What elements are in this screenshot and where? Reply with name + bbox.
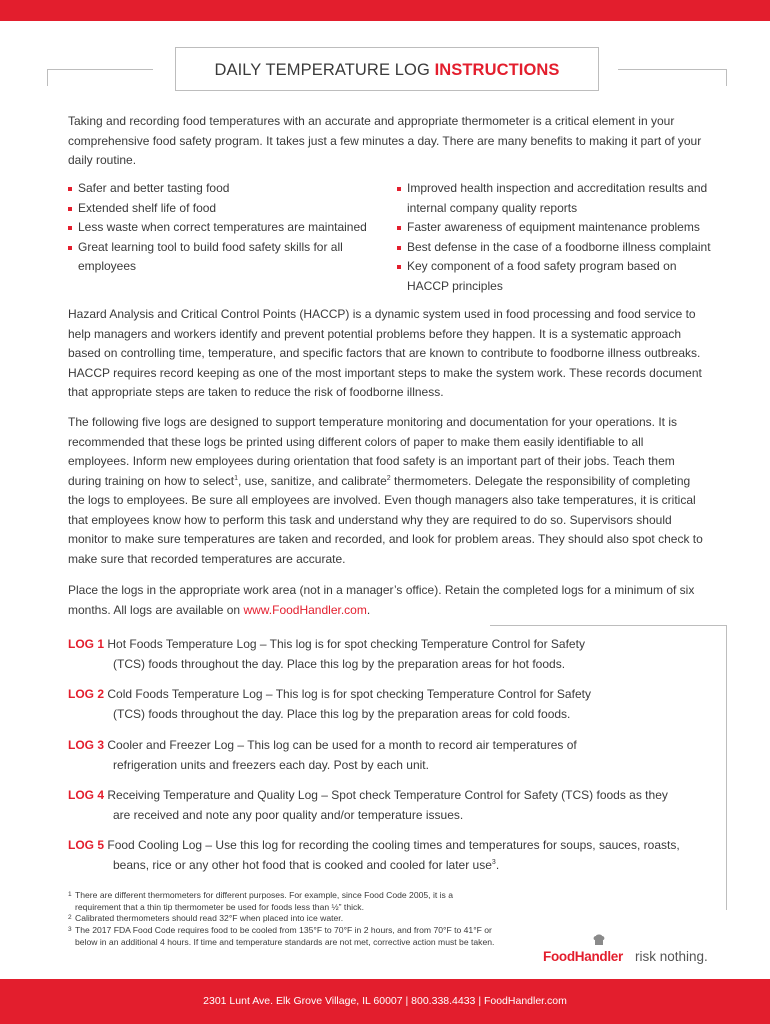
logo-tagline: risk nothing. xyxy=(635,949,708,964)
benefits-left-list xyxy=(68,179,378,277)
list-item: Improved health inspection and accreditation results and internal company quality reports xyxy=(397,179,712,218)
footnotes xyxy=(68,890,498,949)
intro-paragraph: Taking and recording food temperatures with an accurate and appropriate thermometer is a critical element in your comprehensive food safety program. It takes just a few minutes a day. There are many benefits to making it part of your daily routine. xyxy=(68,114,702,167)
logo-brand: FoodHandler xyxy=(543,949,623,964)
list-item: Great learning tool to build food safety skills for all employees xyxy=(68,238,378,277)
footnote xyxy=(68,890,498,913)
logs-paragraph-text: The following five logs are designed to support temperature monitoring and documentation for your operations. It is recommended that these logs be printed using different colors of paper to make them easily identifiable to all employees. Inform new employees during orientation that food safety is an important part of their jobs. Teach them during training on how to select xyxy=(68,415,678,488)
logs-paragraph-text: , use, sanitize, and calibrate xyxy=(238,473,387,488)
list-item: Less waste when correct temperatures are maintained xyxy=(68,218,378,238)
footnote xyxy=(68,925,498,948)
log-text: Hot Foods Temperature Log – This log is for spot checking Temperature Control for Safety xyxy=(107,637,585,651)
log-item-3 xyxy=(68,736,708,775)
foodhandler-link[interactable]: www.FoodHandler.com xyxy=(243,602,367,617)
footer-bar xyxy=(0,979,770,1024)
log-text: Cooler and Freezer Log – This log can be used for a month to record air temperatures of xyxy=(107,738,577,752)
benefits-right-list xyxy=(397,179,712,296)
list-item: Faster awareness of equipment maintenance problems xyxy=(397,218,712,238)
haccp-paragraph: Hazard Analysis and Critical Control Points (HACCP) is a dynamic system used in food processing and food service to help managers and workers identify and prevent potential problems before they happen. It is a systematic approach based on controlling time, temperature, and specific factors that are known to contribute to foodborne illness outbreaks. HACCP requires record keeping as one of the most important steps to make the system work. These records document that appropriate steps are taken to reduce the risk of foodborne illness. xyxy=(68,307,702,399)
logs-paragraph xyxy=(68,413,708,569)
log-label: LOG 5 xyxy=(68,838,105,852)
footnote-text: The 2017 FDA Food Code requires food to be cooled from 135°F to 70°F in 2 hours, and from 70°F to 41°F or below in an additional 4 hours. If time and temperature standards are not met, corrective action must be taken. xyxy=(75,925,495,947)
log-text-cont xyxy=(68,856,708,876)
title-main: DAILY TEMPERATURE LOG xyxy=(214,61,435,79)
place-paragraph xyxy=(68,581,708,620)
log-item-2 xyxy=(68,685,708,724)
log-item-4 xyxy=(68,786,708,825)
log-label: LOG 4 xyxy=(68,788,105,802)
logs-paragraph-text: thermometers. Delegate the responsibility of completing the logs to employees. Be sure all employees are involved. Even though managers also take temperatures, it is critical that employees know how to perform this task and understand why they are required to do so. Supervisors should monitor to make sure temperatures are taken and recorded, and look for problem areas. They should also spot check to make sure that recorded temperatures are accurate. xyxy=(68,473,703,566)
list-item: Safer and better tasting food xyxy=(68,179,378,199)
list-item: Extended shelf life of food xyxy=(68,199,378,219)
log-text: Receiving Temperature and Quality Log – Spot check Temperature Control for Safety (TCS) foods as they xyxy=(107,788,668,802)
chef-hat-icon xyxy=(593,934,605,948)
log-label: LOG 2 xyxy=(68,687,105,701)
log-text-cont: (TCS) foods throughout the day. Place this log by the preparation areas for hot foods. xyxy=(113,656,566,671)
footnote-number: 2 xyxy=(68,914,72,922)
footnote-ref: 1 xyxy=(234,474,239,482)
frame-line-right-lower xyxy=(726,625,727,910)
footnote-ref: 2 xyxy=(386,474,391,482)
footnote-number: 1 xyxy=(68,891,72,898)
period: . xyxy=(495,857,500,872)
list-item: Best defense in the case of a foodborne illness complaint xyxy=(397,238,712,258)
frame-line-left xyxy=(47,69,48,86)
frame-line-top-right xyxy=(618,69,727,70)
log-item-5 xyxy=(68,836,708,875)
frame-line-top-left xyxy=(47,69,153,70)
log-text: Cold Foods Temperature Log – This log is for spot checking Temperature Control for Safety xyxy=(107,687,591,701)
place-paragraph-text: Place the logs in the appropriate work area (not in a manager’s office). Retain the completed logs for a minimum of six months. All logs are available on xyxy=(68,583,695,617)
top-red-bar xyxy=(0,0,770,21)
period: . xyxy=(366,602,371,617)
list-item: Key component of a food safety program based on HACCP principles xyxy=(397,257,712,296)
log-text-cont: refrigeration units and freezers each day. Post by each unit. xyxy=(113,757,429,772)
log-label: LOG 3 xyxy=(68,738,105,752)
footer-contact: 2301 Lunt Ave. Elk Grove Village, IL 60007 | 800.338.4433 | FoodHandler.com xyxy=(203,995,567,1007)
footnote-text: There are different thermometers for different purposes. For example, since Food Code 2005, it is a requirement that a thin tip thermometer be used for foods less than ½” thick. xyxy=(75,890,453,912)
log-label: LOG 1 xyxy=(68,637,105,651)
log-text-cont: are received and note any poor quality and/or temperature issues. xyxy=(113,807,464,822)
footnote-number: 3 xyxy=(68,926,72,934)
page-title xyxy=(175,47,599,91)
log-text-cont-part: beans, rice or any other hot food that is cooked and cooled for later use xyxy=(113,857,492,872)
footnote-text: Calibrated thermometers should read 32°F when placed into ice water. xyxy=(75,913,344,924)
footnote xyxy=(68,913,498,925)
title-accent: INSTRUCTIONS xyxy=(434,61,560,79)
divider-line xyxy=(490,625,727,626)
footnote-ref: 3 xyxy=(491,858,496,866)
log-text-cont: (TCS) foods throughout the day. Place this log by the preparation areas for cold foods. xyxy=(113,706,571,721)
frame-line-right xyxy=(726,69,727,86)
log-item-1 xyxy=(68,635,708,674)
log-text: Food Cooling Log – Use this log for recording the cooling times and temperatures for soups, sauces, roasts, xyxy=(107,838,680,852)
foodhandler-logo xyxy=(543,934,728,966)
